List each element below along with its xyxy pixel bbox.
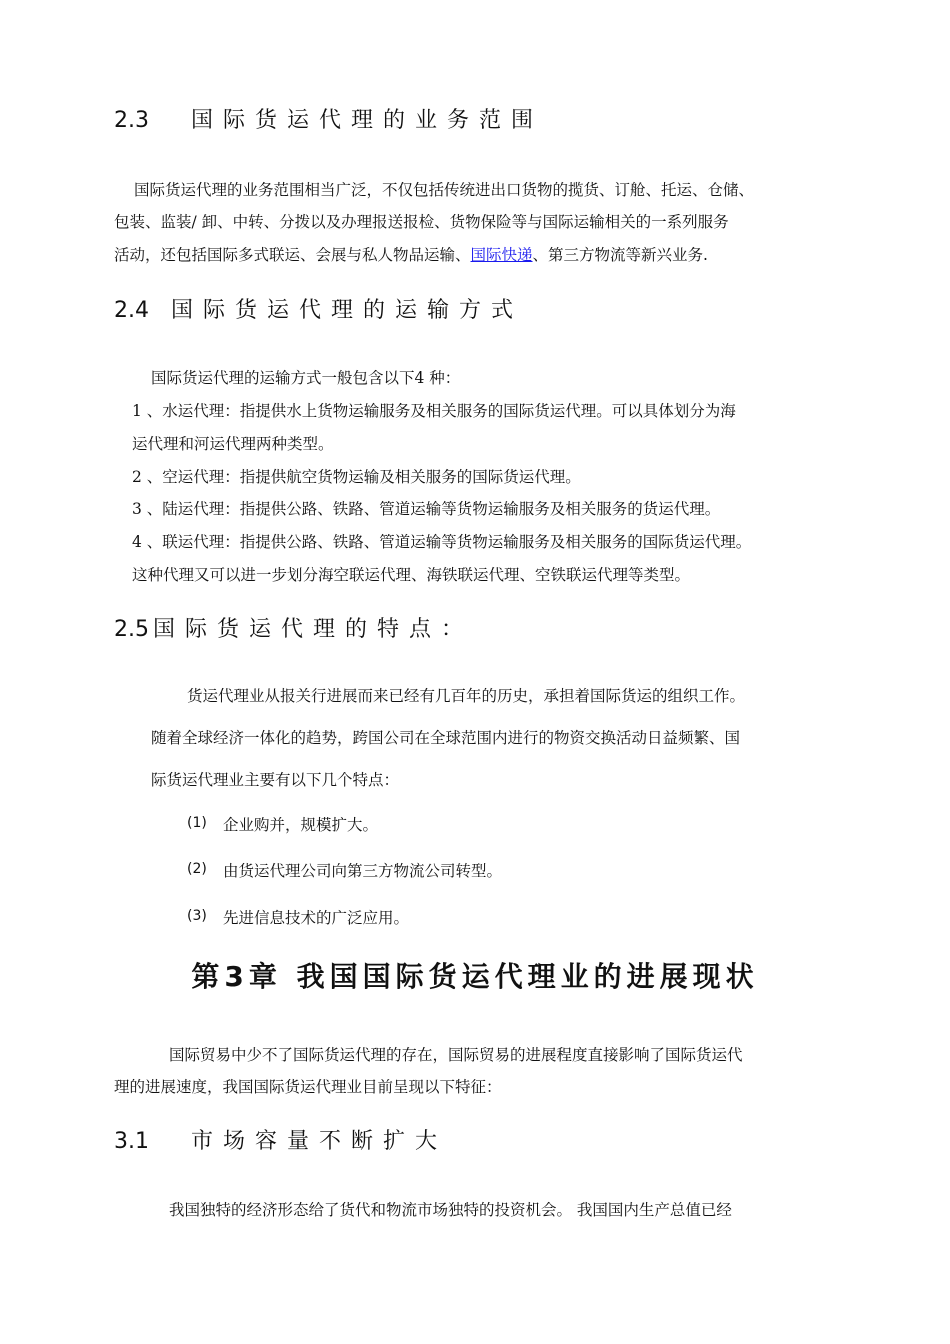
section-number: 2.5 bbox=[114, 617, 149, 642]
list-marker: (2) bbox=[187, 861, 207, 877]
section-title: 国际货运代理的业务范围 bbox=[191, 108, 544, 133]
section-number: 2.4 bbox=[114, 298, 149, 323]
list-marker: (3) bbox=[187, 908, 207, 924]
paragraph-line: 国际贸易中少不了国际货运代理的存在，国际贸易的进展程度直接影响了国际货运代 bbox=[169, 1046, 743, 1064]
list-line: 1 、水运代理：指提供水上货物运输服务及相关服务的国际货运代理。可以具体划分为海 bbox=[132, 402, 736, 420]
paragraph-line: 我国独特的经济形态给了货代和物流市场独特的投资机会。 我国国内生产总值已经 bbox=[169, 1201, 732, 1219]
text-span: 活动，还包括国际多式联运、会展与私人物品运输、 bbox=[114, 246, 471, 264]
paragraph-line: 国际货运代理的业务范围相当广泛，不仅包括传统进出口货物的揽货、订舱、托运、仓储、 bbox=[134, 181, 755, 199]
section-number: 3.1 bbox=[114, 1129, 149, 1154]
paragraph-line: 国际货运代理的运输方式一般包含以下4 种： bbox=[151, 369, 461, 387]
paragraph-line: 随着全球经济一体化的趋势，跨国公司在全球范围内进行的物资交换活动日益频繁、国 bbox=[151, 729, 741, 747]
section-heading-2-5 bbox=[114, 612, 473, 643]
section-heading-2-4 bbox=[114, 293, 523, 324]
paragraph-line: 货运代理业从报关行进展而来已经有几百年的历史，承担着国际货运的组织工作。 bbox=[187, 687, 746, 705]
section-number: 2.3 bbox=[114, 108, 149, 133]
chapter-heading: 第3章 我国国际货运代理业的进展现状 bbox=[191, 960, 759, 993]
list-line: 4 、联运代理：指提供公路、铁路、管道运输等货物运输服务及相关服务的国际货运代理。 bbox=[132, 533, 752, 551]
list-marker: (1) bbox=[187, 815, 207, 831]
express-link[interactable]: 国际快递 bbox=[470, 246, 533, 264]
paragraph-line: 际货运代理业主要有以下几个特点： bbox=[151, 771, 400, 789]
list-line: 3 、陆运代理：指提供公路、铁路、管道运输等货物运输服务及相关服务的货运代理。 bbox=[132, 500, 721, 518]
section-title: 市场容量不断扩大 bbox=[191, 1129, 448, 1154]
section-title: 国际货运代理的运输方式 bbox=[171, 298, 524, 323]
paragraph-line: 理的进展速度，我国国际货运代理业目前呈现以下特征： bbox=[114, 1078, 502, 1096]
list-line: 运代理和河运代理两种类型。 bbox=[132, 435, 334, 453]
section-title: 国际货运代理的特点： bbox=[153, 617, 474, 642]
paragraph-line: 包装、监装/ 卸、中转、分拨以及办理报送报检、货物保险等与国际运输相关的一系列服务 bbox=[114, 213, 729, 231]
text-span: 、第三方物流等新兴业务. bbox=[532, 246, 708, 264]
section-heading-2-3 bbox=[114, 103, 543, 134]
list-item-text: 企业购并，规模扩大。 bbox=[223, 816, 379, 834]
list-line: 2 、空运代理：指提供航空货物运输及相关服务的国际货运代理。 bbox=[132, 468, 581, 486]
list-item-text: 由货运代理公司向第三方物流公司转型。 bbox=[223, 862, 503, 880]
paragraph-line bbox=[114, 243, 708, 265]
section-heading-3-1 bbox=[114, 1124, 447, 1155]
list-line: 这种代理又可以进一步划分海空联运代理、海铁联运代理、空铁联运代理等类型。 bbox=[132, 566, 691, 584]
list-item-text: 先进信息技术的广泛应用。 bbox=[223, 909, 410, 927]
